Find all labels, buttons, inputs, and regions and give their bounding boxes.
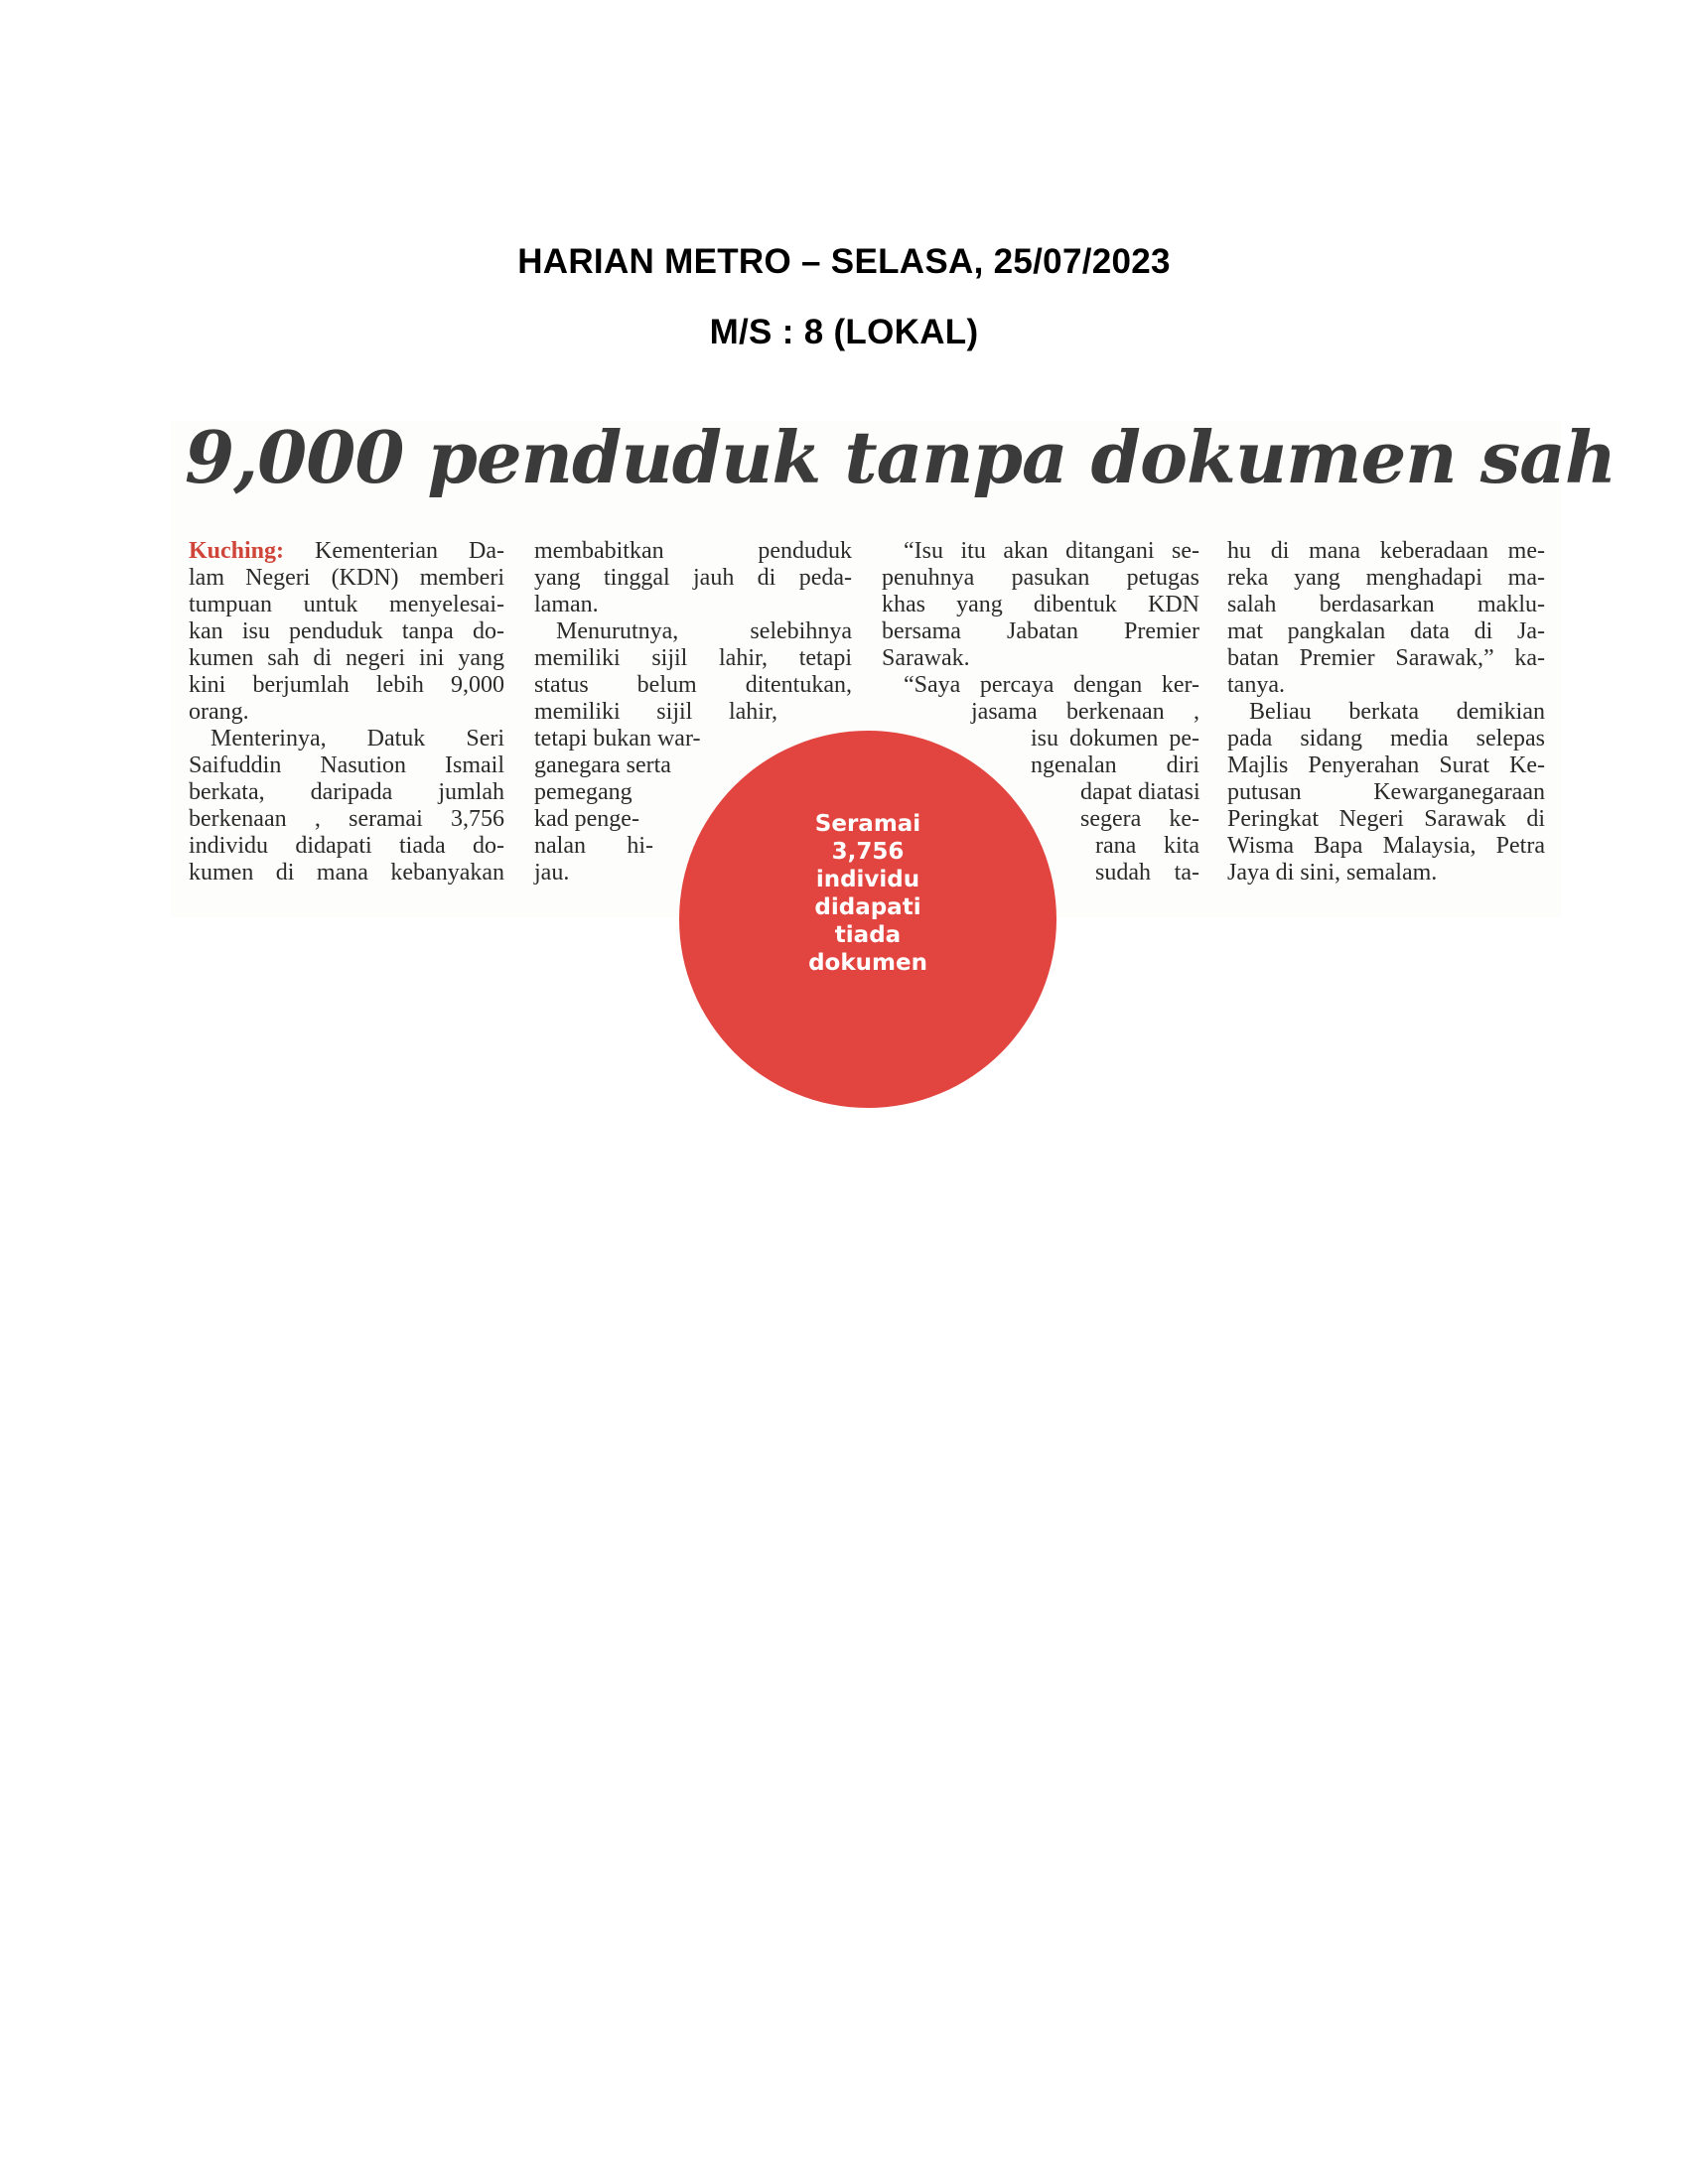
body-line: salah berdasarkan maklu- [1227, 592, 1545, 617]
body-line: reka yang menghadapi ma- [1227, 565, 1545, 591]
body-line: memiliki sijil lahir, tetapi [534, 645, 852, 671]
body-line: Peringkat Negeri Sarawak di [1227, 806, 1545, 832]
body-line: kumen sah di negeri ini yang [189, 645, 504, 671]
body-line: Menterinya, Datuk Seri [211, 726, 504, 751]
body-line: laman. [534, 592, 599, 617]
body-line: jasama berkenaan , [971, 699, 1199, 725]
article-column-4 [1227, 538, 1545, 887]
body-line: tumpuan untuk menyelesai- [189, 592, 504, 617]
body-line: memiliki sijil lahir, [534, 699, 777, 725]
body-line: sudah ta- [1095, 860, 1199, 886]
body-line: segera ke- [1080, 806, 1199, 832]
body-line: hu di mana keberadaan me- [1227, 538, 1545, 564]
article-dateline: Kuching: [189, 538, 285, 564]
body-line: Beliau berkata demikian [1249, 699, 1545, 725]
body-line: Wisma Bapa Malaysia, Petra [1227, 833, 1545, 859]
body-line: Jaya di sini, semalam. [1227, 860, 1438, 886]
body-line: berkata, daripada jumlah [189, 779, 504, 805]
body-line: pada sidang media selepas [1227, 726, 1545, 751]
body-line: kad penge- [534, 806, 639, 832]
article-column-1 [189, 538, 504, 887]
pullquote-text: Seramai 3,756 individu didapati tiada dokumen [808, 811, 927, 976]
body-line: “Saya percaya dengan ker- [904, 672, 1199, 698]
body-line: khas yang dibentuk KDN [882, 592, 1199, 617]
body-line: dapat diatasi [1080, 779, 1200, 805]
body-line: kini berjumlah lebih 9,000 [189, 672, 504, 698]
body-line: kan isu penduduk tanpa do- [189, 618, 504, 644]
article-headline: 9,000 penduduk tanpa dokumen sah [185, 415, 1617, 499]
body-line: “Isu itu akan ditangani se- [904, 538, 1199, 564]
body-line: bersama Jabatan Premier [882, 618, 1199, 644]
body-line: Majlis Penyerahan Surat Ke- [1227, 752, 1545, 778]
body-line: yang tinggal jauh di peda- [534, 565, 852, 591]
body-line: individu didapati tiada do- [189, 833, 504, 859]
page-section-line: M/S : 8 (LOKAL) [709, 313, 979, 351]
body-line: jau. [534, 860, 570, 886]
body-line: berkenaan , seramai 3,756 [189, 806, 504, 832]
body-line: ganegara serta [534, 752, 671, 778]
body-line: mat pangkalan data di Ja- [1227, 618, 1545, 644]
body-line: Saifuddin Nasution Ismail [189, 752, 504, 778]
body-line: membabitkan penduduk [534, 538, 852, 564]
newspaper-clipping [171, 415, 1617, 976]
body-line: isu dokumen pe- [1031, 726, 1199, 751]
body-line: lam Negeri (KDN) memberi [189, 565, 504, 591]
body-line: putusan Kewarganegaraan [1227, 779, 1545, 805]
body-line: status belum ditentukan, [534, 672, 852, 698]
body-line: rana kita [1095, 833, 1199, 859]
body-line: penuhnya pasukan petugas [882, 565, 1199, 591]
body-line: tetapi bukan war- [534, 726, 701, 751]
body-line: kumen di mana kebanyakan [189, 860, 504, 886]
body-line: ngenalan diri [1031, 752, 1199, 778]
body-line: Menurutnya, selebihnya [556, 618, 852, 644]
body-line: tanya. [1227, 672, 1285, 698]
publication-date-line: HARIAN METRO – SELASA, 25/07/2023 [517, 242, 1171, 281]
body-line: orang. [189, 699, 249, 725]
body-line: batan Premier Sarawak,” ka- [1227, 645, 1545, 671]
body-line: Sarawak. [882, 645, 970, 671]
body-line: Kementerian Da- [284, 538, 504, 564]
body-line: nalan hi- [534, 833, 653, 859]
body-line: pemegang [534, 779, 633, 805]
